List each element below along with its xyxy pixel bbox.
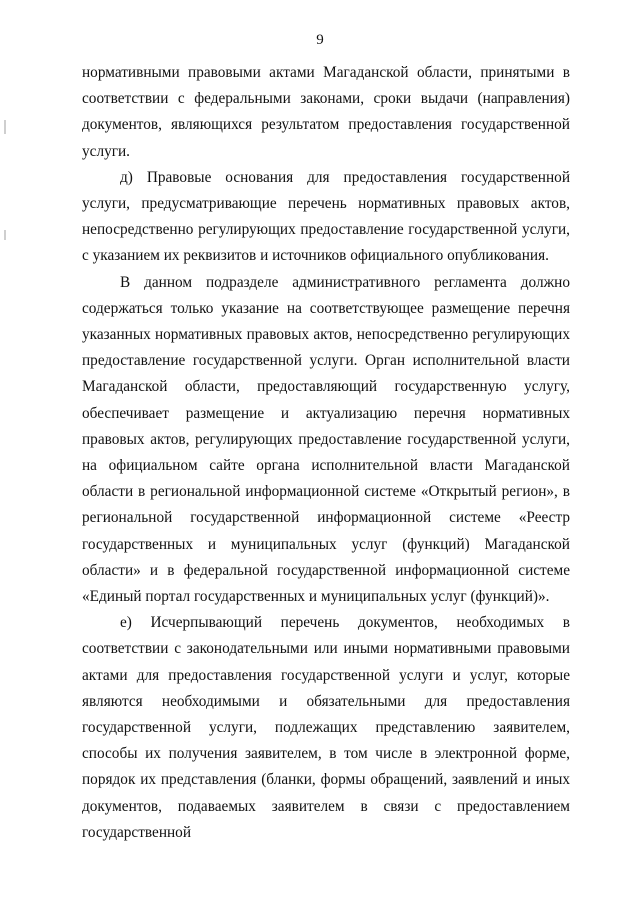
paragraph-legal-basis: д) Правовые основания для предоставления государственной услуги, предусматривающие перечень нормативных правовых актов, непосредственно регулирующих предоставление государственной услуги, с указанием их реквизитов и источников официального опубликования. [82,168,570,265]
scan-edge-mark [4,230,6,240]
paragraph-continuation: нормативными правовыми актами Магаданской области, принятыми в соответствии с федеральными законами, сроки выдачи (направления) документов, являющихся результатом предоставления государственной услуги. [82,64,570,160]
paragraph-documents-list: е) Исчерпывающий перечень документов, необходимых в соответствии с законодательными или иными нормативными правовыми актами для предоставления государственной услуги и услуг, которые являются необходимыми и обязательными для предоставления государственной услуги, подлежащих представлению заявителем, способы их получения заявителем, в том числе в электронной форме, порядок их представления (бланки, формы обращений, заявлений и иных документов, подаваемых заявителем в связи с предоставлением государственной [82,614,570,841]
page-number: 9 [316,32,324,48]
paragraph-placement-requirements: В данном подразделе административного регламента должно содержаться только указание на соответствующее размещение перечня указанных нормативных правовых актов, непосредственно регулирующих предоставление государственной услуги. Орган исполнительной власти Магаданской области, предоставляющий государственную услугу, обеспечивает размещение и актуализацию перечня нормативных правовых актов, регулирующих предоставление государственной услуги, на официальном сайте органа исполнительной власти Магаданской области в региональной информационной системе «Открытый регион», в региональной государственной информационной системе «Реестр государственных и муниципальных услуг (функций) Магаданской области» и в федеральной государственной информационной системе «Единый портал государственных и муниципальных услуг (функций)». [82,273,570,606]
document-body [82,60,570,846]
scan-edge-mark [4,120,6,134]
